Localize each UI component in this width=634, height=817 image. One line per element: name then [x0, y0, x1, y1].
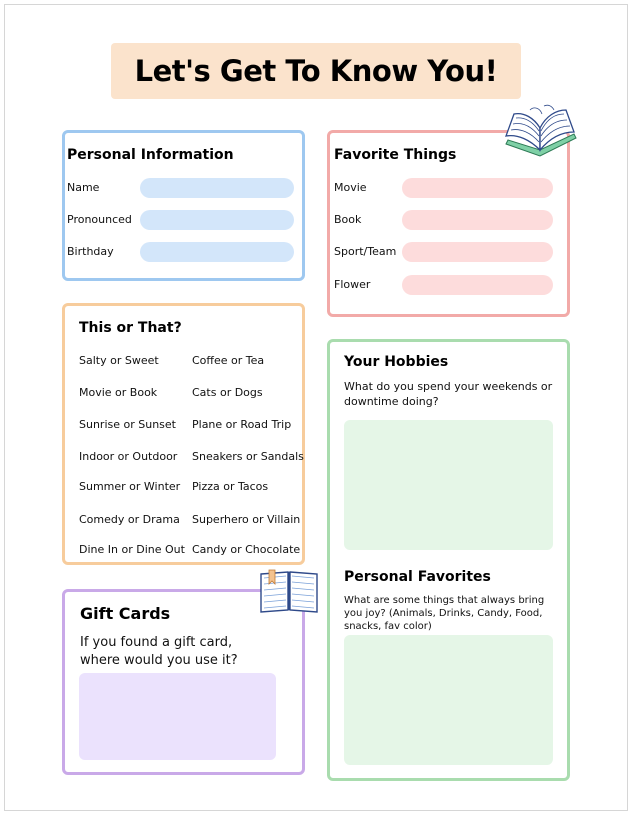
hobbies-answer-box[interactable] [344, 420, 553, 550]
this-or-that-option: Comedy or Drama [79, 513, 180, 526]
personal-favorites-heading: Personal Favorites [344, 569, 491, 585]
this-or-that-option: Indoor or Outdoor [79, 450, 178, 463]
gift-cards-answer-box[interactable] [79, 673, 276, 760]
pronounced-field[interactable] [140, 210, 294, 230]
sport-team-field[interactable] [402, 242, 553, 262]
movie-label: Movie [334, 181, 367, 194]
this-or-that-option: Coffee or Tea [192, 354, 265, 367]
favorite-things-heading: Favorite Things [334, 147, 457, 163]
this-or-that-option: Cats or Dogs [192, 386, 263, 399]
gift-cards-question: If you found a gift card, where would you use it? [80, 635, 238, 668]
birthday-label: Birthday [67, 245, 114, 258]
this-or-that-option: Plane or Road Trip [192, 418, 292, 431]
this-or-that-option: Summer or Winter [79, 480, 181, 493]
hobbies-heading: Your Hobbies [344, 354, 449, 370]
sport-team-label: Sport/Team [334, 245, 397, 258]
this-or-that-option: Sunrise or Sunset [79, 418, 176, 431]
this-or-that-option: Dine In or Dine Out [79, 543, 185, 556]
personal-favorites-answer-box[interactable] [344, 635, 553, 765]
movie-field[interactable] [402, 178, 553, 198]
flower-label: Flower [334, 278, 371, 291]
hobbies-question: What do you spend your weekends or downtime doing? [344, 380, 553, 408]
name-field[interactable] [140, 178, 294, 198]
this-or-that-option: Movie or Book [79, 386, 158, 399]
name-label: Name [67, 181, 100, 194]
this-or-that-option: Sneakers or Sandals [192, 450, 304, 463]
gift-cards-heading: Gift Cards [80, 604, 171, 623]
flower-field[interactable] [402, 275, 553, 295]
this-or-that-option: Salty or Sweet [79, 354, 159, 367]
title-banner [111, 43, 521, 99]
birthday-field[interactable] [140, 242, 294, 262]
personal-favorites-question: What are some things that always bring you joy? (Animals, Drinks, Candy, Food, snacks, fav color) [344, 595, 545, 632]
this-or-that-option: Superhero or Villain [192, 513, 301, 526]
book-field[interactable] [402, 210, 553, 230]
pronounced-label: Pronounced [67, 213, 132, 226]
personal-information-heading: Personal Information [67, 147, 234, 163]
notebook-icon [258, 568, 320, 614]
this-or-that-heading: This or That? [79, 320, 182, 336]
page-title: Let's Get To Know You! [134, 54, 498, 88]
this-or-that-option: Pizza or Tacos [192, 480, 269, 493]
this-or-that-option: Candy or Chocolate [192, 543, 301, 556]
open-book-icon [500, 104, 580, 162]
book-label: Book [334, 213, 362, 226]
